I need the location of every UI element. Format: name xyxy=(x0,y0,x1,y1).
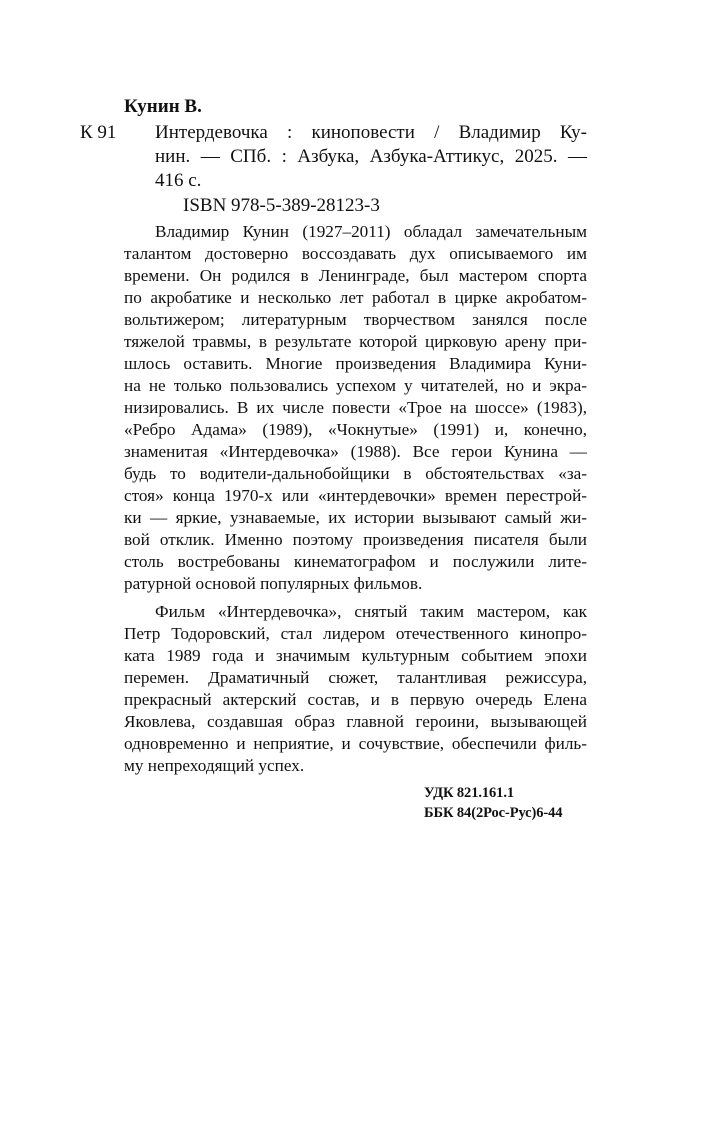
bibliography-line-1: Интердевочка : киноповести / Владимир Ку- xyxy=(155,122,587,143)
annotation-line: му непреходящий успех. xyxy=(124,756,305,775)
annotation-line: ратурной основой популярных фильмов. xyxy=(124,574,423,593)
annotation-line: Владимир Кунин (1927–2011) обладал замечательным xyxy=(155,222,587,241)
annotation-line: тяжелой травмы, в результате которой цирковую арену при- xyxy=(124,332,587,351)
bibliography-line-2: нин. — СПб. : Азбука, Азбука-Аттикус, 2025. — xyxy=(155,146,587,167)
author-name: Кунин В. xyxy=(124,96,202,117)
annotation-line: стоя» конца 1970-х или «интердевочки» времен перестрой- xyxy=(124,486,587,505)
annotation-line: низировались. В их числе повести «Трое на шоссе» (1983), xyxy=(124,398,587,417)
annotation-line: по акробатике и несколько лет работал в цирке акробатом- xyxy=(124,288,587,307)
annotation-line: вольтижером; литературным творчеством занялся после xyxy=(124,310,587,329)
annotation-line: ки — яркие, узнаваемые, их истории вызывают самый жи- xyxy=(124,508,587,527)
annotation-line: Фильм «Интердевочка», снятый таким мастером, как xyxy=(155,602,587,621)
annotation-line: талантом достоверно воссоздавать дух описываемого им xyxy=(124,244,587,263)
annotation-line: на не только пользовались успехом у читателей, но и экра- xyxy=(124,376,587,395)
isbn: ISBN 978-5-389-28123-3 xyxy=(183,195,380,216)
annotation-line: столь востребованы кинематографом и послужили лите- xyxy=(124,552,587,571)
annotation-line: знаменитая «Интердевочка» (1988). Все герои Кунина — xyxy=(124,442,587,461)
annotation-line: «Ребро Адама» (1989), «Чокнутые» (1991) и, конечно, xyxy=(124,420,587,439)
author-sign-code: К 91 xyxy=(80,122,117,143)
annotation-line: одновременно и неприятие, и сочувствие, обеспечили филь- xyxy=(124,734,587,753)
annotation-line: перемен. Драматичный сюжет, талантливая режиссура, xyxy=(124,668,587,687)
annotation-line: прекрасный актерский состав, и в первую очередь Елена xyxy=(124,690,587,709)
bibliography-line-3: 416 с. xyxy=(155,170,202,191)
annotation-line: вой отклик. Именно поэтому произведения писателя были xyxy=(124,530,587,549)
annotation-line: Петр Тодоровский, стал лидером отечественного кинопро- xyxy=(124,624,587,643)
annotation-line: ката 1989 года и значимым культурным событием эпохи xyxy=(124,646,587,665)
annotation-line: будь то водители-дальнобойщики в обстоятельствах «за- xyxy=(124,464,587,483)
udk-code: УДК 821.161.1 xyxy=(424,785,514,801)
annotation-line: Яковлева, создавшая образ главной героини, вызывающей xyxy=(124,712,587,731)
bbk-code: ББК 84(2Рос-Рус)6-44 xyxy=(424,805,563,821)
annotation-line: шлось оставить. Многие произведения Владимира Куни- xyxy=(124,354,587,373)
annotation-line: времени. Он родился в Ленинграде, был мастером спорта xyxy=(124,266,587,285)
